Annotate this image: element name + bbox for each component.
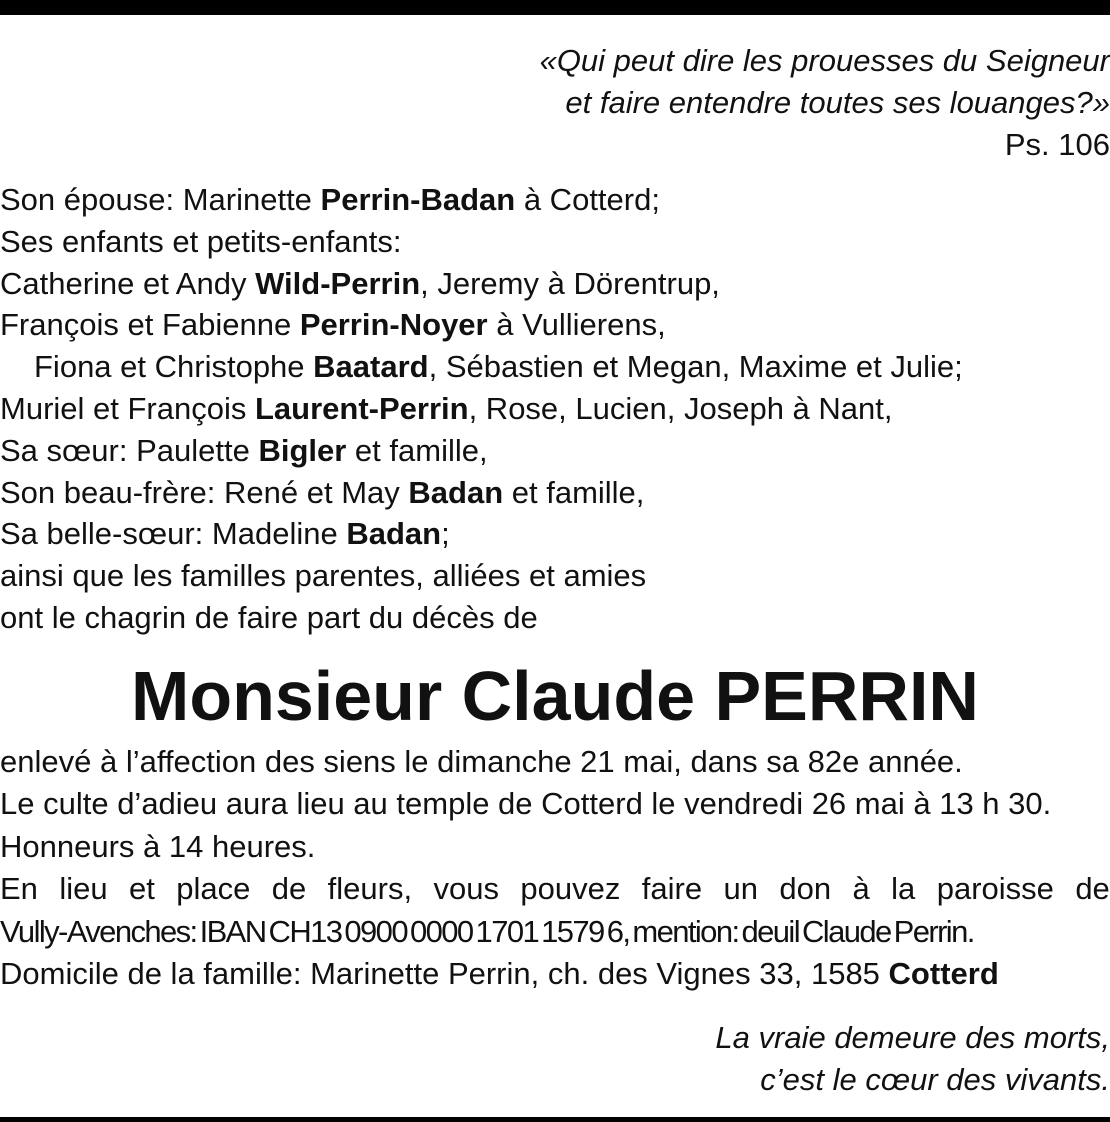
surname: Wild-Perrin xyxy=(255,265,421,301)
text: Domicile de la famille: Marinette Perrin, ch. des Vignes 33, 1585 xyxy=(0,956,889,992)
text: François et Fabienne xyxy=(0,307,300,343)
family-line-sister-in-law xyxy=(0,513,963,555)
closing-quote xyxy=(715,1017,1110,1101)
text: Sa sœur: Paulette xyxy=(0,432,259,468)
surname: Badan xyxy=(408,474,504,510)
bottom-rule xyxy=(0,1117,1110,1122)
word: paroisse xyxy=(936,871,1054,907)
details-passing: enlevé à l’affection des siens le dimanche 21 mai, dans sa 82e année. xyxy=(0,744,963,779)
top-rule xyxy=(0,0,1110,15)
quote-line-1: «Qui peut dire les prouesses du Seigneur xyxy=(539,43,1110,78)
surname: Perrin-Noyer xyxy=(299,307,488,343)
family-line-grandchildren xyxy=(0,346,963,388)
word: faire xyxy=(641,871,703,907)
word: un xyxy=(723,871,758,907)
family-line-child-1 xyxy=(0,263,963,305)
family-line-child-3 xyxy=(0,388,963,430)
text: ; xyxy=(441,516,450,552)
surname: Baatard xyxy=(313,349,429,385)
text: , Jeremy à Dörentrup, xyxy=(420,265,720,301)
text: Sa belle-sœur: Madeline xyxy=(0,516,347,552)
word: En xyxy=(0,871,38,907)
surname: Perrin-Badan xyxy=(320,182,516,217)
word: lieu xyxy=(59,871,108,907)
text: Son épouse: Marinette xyxy=(0,182,321,217)
text: Fiona et Christophe xyxy=(34,349,314,385)
details-iban: Vully-Avenches: IBAN CH13 0900 0000 1701 1579 6, mention: deuil Claude Perrin. xyxy=(0,913,974,949)
word: place xyxy=(176,871,251,907)
family-line-brother-in-law xyxy=(0,472,963,514)
text: et famille, xyxy=(346,432,488,468)
quote-line-2: et faire entendre toutes ses louanges?» xyxy=(565,85,1110,120)
family-line-spouse xyxy=(0,179,963,221)
family-line-sister xyxy=(0,430,963,472)
details-home-address xyxy=(0,953,1110,995)
text: Son beau-frère: René et May xyxy=(0,474,409,510)
text: à Cotterd; xyxy=(515,182,660,217)
word: à xyxy=(852,871,870,907)
word: don xyxy=(779,871,832,907)
funeral-details xyxy=(0,741,1110,995)
details-honours: Honneurs à 14 heures. xyxy=(0,828,316,864)
family-line-relatives: ainsi que les familles parentes, alliées et amies xyxy=(0,558,647,594)
closing-line-2: c’est le cœur des vivants. xyxy=(760,1062,1110,1097)
text: Catherine et Andy xyxy=(0,265,256,301)
word: et xyxy=(129,871,155,907)
details-service: Le culte d’adieu aura lieu au temple de Cotterd le vendredi 26 mai à 13 h 30. xyxy=(0,786,1052,822)
word: la xyxy=(891,871,916,907)
family-announcement xyxy=(0,179,963,639)
word: pouvez xyxy=(520,871,621,907)
closing-line-1: La vraie demeure des morts, xyxy=(715,1020,1110,1055)
deceased-name: Monsieur Claude PERRIN xyxy=(131,657,979,735)
surname: Badan xyxy=(346,516,442,552)
surname: Bigler xyxy=(258,432,347,468)
text: , Rose, Lucien, Joseph à Nant, xyxy=(468,390,893,426)
text: à Vullierens, xyxy=(487,307,666,343)
family-line-children-heading: Ses enfants et petits-enfants: xyxy=(0,223,402,259)
word: de xyxy=(1075,871,1110,907)
text: Muriel et François xyxy=(0,390,255,426)
word: fleurs, xyxy=(327,871,413,907)
family-line-announcement: ont le chagrin de faire part du décès de xyxy=(0,599,538,635)
text: et famille, xyxy=(503,474,645,510)
family-line-child-2 xyxy=(0,304,963,346)
word: de xyxy=(271,871,307,907)
bible-quote xyxy=(540,40,1110,166)
word: vous xyxy=(433,871,499,907)
surname: Laurent-Perrin xyxy=(254,390,469,426)
town: Cotterd xyxy=(888,956,999,992)
quote-reference: Ps. 106 xyxy=(1004,127,1110,162)
details-donation xyxy=(0,868,1110,910)
text: , Sébastien et Megan, Maxime et Julie; xyxy=(428,349,963,385)
